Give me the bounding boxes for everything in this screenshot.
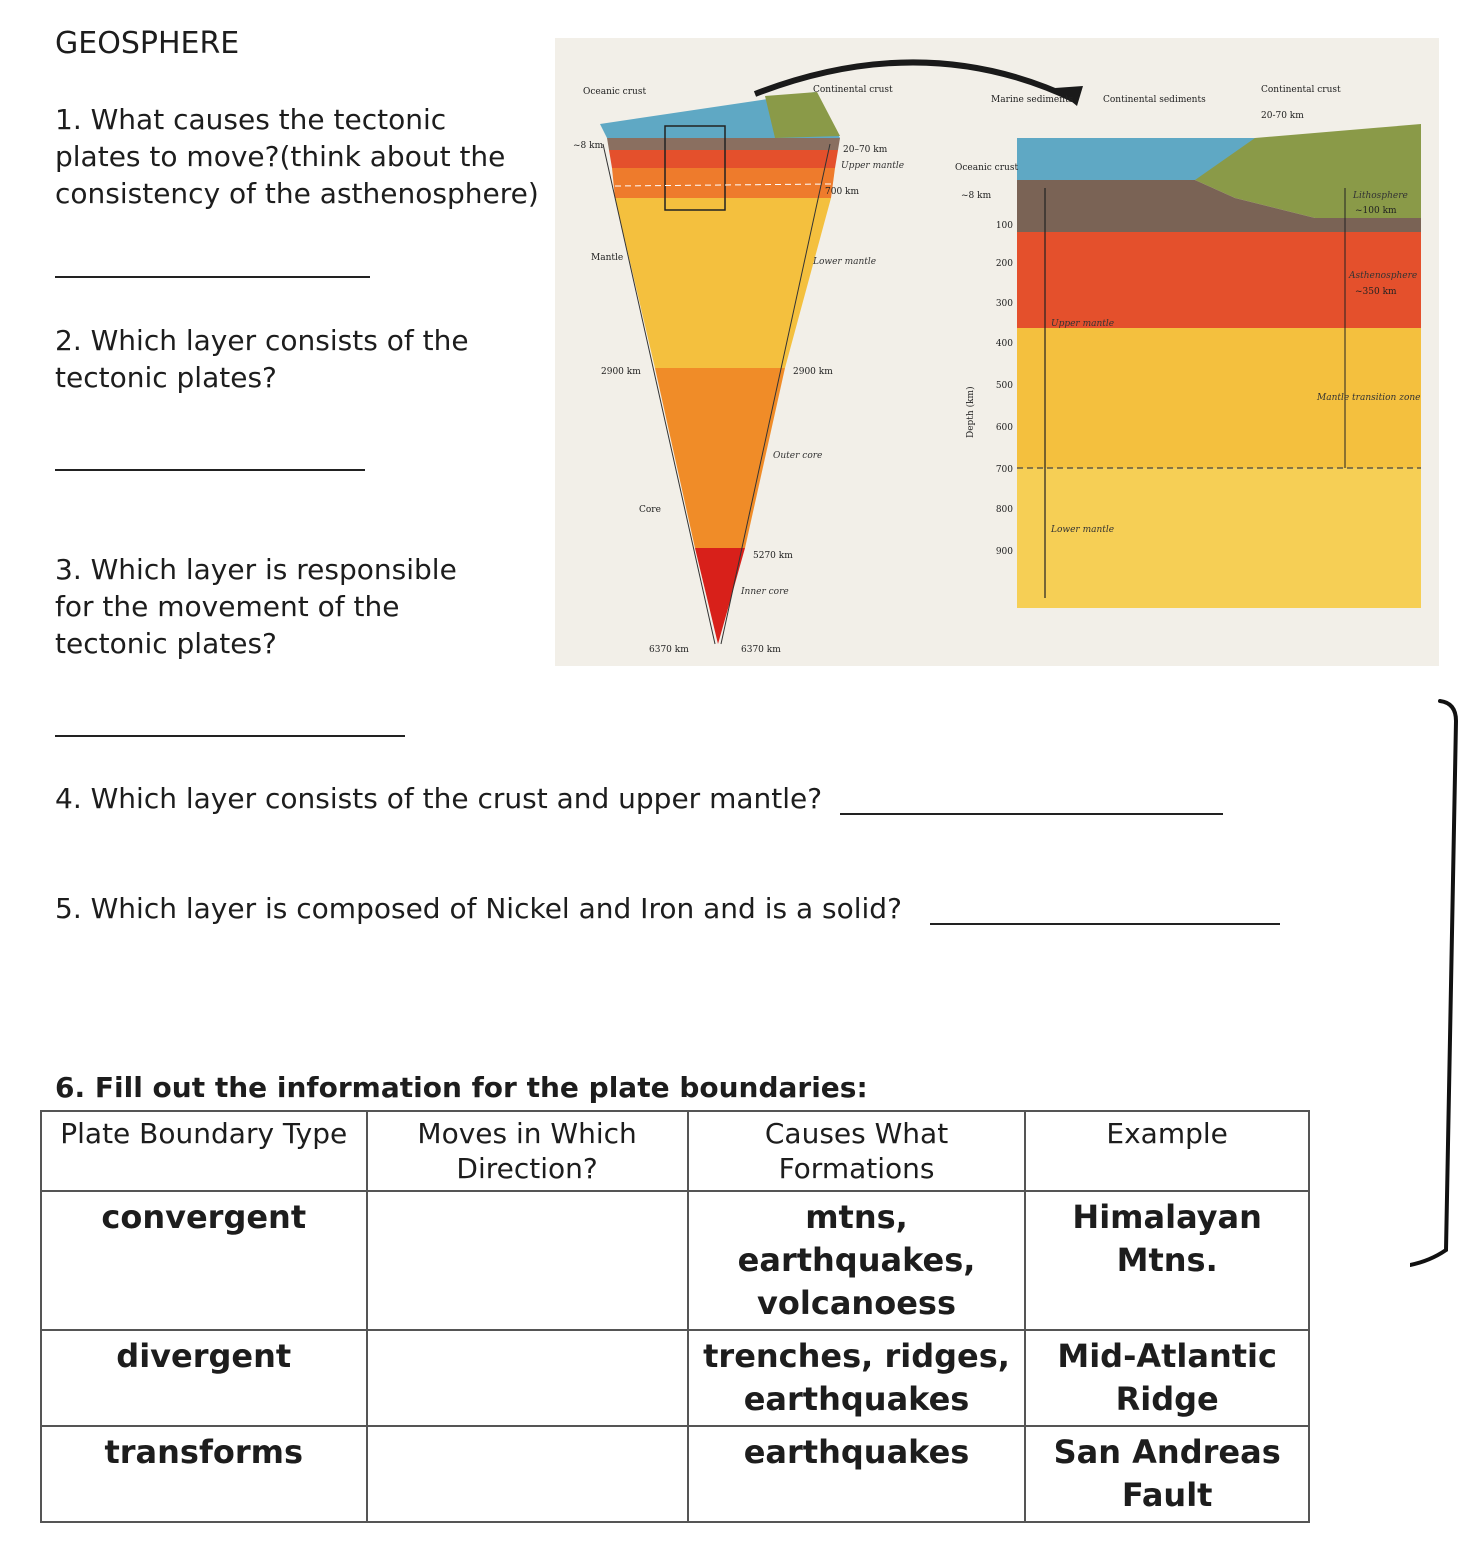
question-4: 4. Which layer consists of the crust and upper mantle?	[55, 782, 823, 815]
earth-layers-illustration	[555, 38, 1439, 666]
cone-upper-mantle-layer	[612, 168, 835, 198]
table-row-divergent	[41, 1330, 1309, 1426]
label-upper-mantle-section: Upper mantle	[1051, 319, 1115, 329]
question-2-line-1: 2. Which layer consists of the	[55, 324, 469, 357]
label-depth-axis: Depth (km)	[966, 386, 976, 438]
cell-example-divergent: Mid-Atlantic Ridge	[1025, 1330, 1309, 1426]
label-asthenosphere: Asthenosphere	[1349, 271, 1418, 281]
label-depth-6370-left: 6370 km	[649, 645, 689, 655]
depth-tick-500: 500	[995, 381, 1013, 391]
label-depth-6370-right: 6370 km	[741, 645, 781, 655]
label-oceanic-crust-section: Oceanic crust	[955, 163, 1019, 173]
table-row-convergent	[41, 1191, 1309, 1330]
label-oceanic-crust: Oceanic crust	[583, 87, 647, 97]
question-1-line-1: 1. What causes the tectonic	[55, 103, 447, 136]
label-continental-sediments: Continental sediments	[1103, 95, 1206, 105]
label-mantle-transition: Mantle transition zone	[1317, 393, 1421, 403]
cell-example-transforms: San Andreas Fault	[1025, 1426, 1309, 1522]
question-3-line-3: tectonic plates?	[55, 627, 277, 660]
cell-example-convergent: Himalayan Mtns.	[1025, 1191, 1309, 1330]
table-header-row	[41, 1111, 1309, 1191]
cell-direction-convergent[interactable]	[367, 1191, 688, 1330]
label-inner-core: Inner core	[741, 587, 789, 597]
label-upper-mantle-cone: Upper mantle	[841, 161, 905, 171]
cell-formations-convergent: mtns, earthquakes, volcanoess	[688, 1191, 1026, 1330]
depth-tick-800: 800	[995, 505, 1013, 515]
label-depth-8: ~8 km	[573, 141, 604, 151]
label-depth-2900-left: 2900 km	[601, 367, 641, 377]
question-1-line-3: consistency of the asthenosphere)	[55, 177, 539, 210]
label-core: Core	[639, 505, 661, 515]
cell-type-divergent: divergent	[41, 1330, 367, 1426]
section-lower-mantle	[1017, 468, 1421, 608]
label-mantle: Mantle	[591, 253, 624, 263]
label-continental-crust-cone: Continental crust	[813, 85, 893, 95]
answer-line-5[interactable]	[930, 923, 1280, 925]
label-depth-20-70: 20–70 km	[843, 145, 888, 155]
question-6: 6. Fill out the information for the plate boundaries:	[55, 1071, 868, 1104]
earth-layers-svg	[555, 38, 1439, 666]
depth-tick-400: 400	[995, 339, 1013, 349]
header-plate-boundary-type: Plate Boundary Type	[41, 1111, 367, 1191]
label-depth-2900-right: 2900 km	[793, 367, 833, 377]
label-continental-crust-section: Continental crust	[1261, 85, 1341, 95]
label-outer-core: Outer core	[773, 451, 823, 461]
depth-tick-200: 200	[995, 259, 1013, 269]
answer-line-1[interactable]	[55, 276, 370, 278]
question-3-line-2: for the movement of the	[55, 590, 400, 623]
question-2-line-2: tectonic plates?	[55, 361, 277, 394]
hand-drawn-bracket	[1410, 695, 1470, 1275]
label-marine-sediments: Marine sediments	[991, 95, 1074, 105]
page-title: GEOSPHERE	[55, 26, 240, 61]
answer-line-4[interactable]	[840, 813, 1223, 815]
depth-tick-600: 600	[995, 423, 1013, 433]
label-lower-mantle-cone: Lower mantle	[813, 257, 877, 267]
label-lithosphere: Lithosphere	[1353, 191, 1408, 201]
depth-tick-700: 700	[995, 465, 1013, 475]
cell-type-transforms: transforms	[41, 1426, 367, 1522]
cell-type-convergent: convergent	[41, 1191, 367, 1330]
label-lithosphere-depth: ~100 km	[1355, 206, 1397, 216]
question-1-line-2: plates to move?(think about the	[55, 140, 506, 173]
cell-direction-transforms[interactable]	[367, 1426, 688, 1522]
answer-line-2[interactable]	[55, 469, 365, 471]
question-1	[55, 101, 539, 212]
plate-boundary-table	[40, 1110, 1310, 1523]
label-depth-5270: 5270 km	[753, 551, 793, 561]
cell-formations-transforms: earthquakes	[688, 1426, 1026, 1522]
question-5: 5. Which layer is composed of Nickel and Iron and is a solid?	[55, 892, 902, 925]
depth-tick-900: 900	[995, 547, 1013, 557]
question-2	[55, 322, 469, 396]
label-lower-mantle-section: Lower mantle	[1051, 525, 1115, 535]
depth-tick-100: 100	[995, 221, 1013, 231]
table-row-transforms	[41, 1426, 1309, 1522]
label-depth-700: 700 km	[825, 187, 860, 197]
header-causes-formations: Causes What Formations	[688, 1111, 1026, 1191]
cone-asthenosphere-layer	[609, 150, 838, 168]
header-moves-direction: Moves in Which Direction?	[367, 1111, 688, 1191]
answer-line-3[interactable]	[55, 735, 405, 737]
label-asthenosphere-depth: ~350 km	[1355, 287, 1397, 297]
depth-tick-300: 300	[995, 299, 1013, 309]
cell-direction-divergent[interactable]	[367, 1330, 688, 1426]
header-example: Example	[1025, 1111, 1309, 1191]
cell-formations-divergent: trenches, ridges, earthquakes	[688, 1330, 1026, 1426]
question-3	[55, 551, 457, 662]
label-continental-crust-depth: 20-70 km	[1261, 111, 1304, 121]
label-oceanic-crust-depth: ~8 km	[961, 191, 992, 201]
cone-crust-layer	[607, 138, 840, 150]
question-3-line-1: 3. Which layer is responsible	[55, 553, 457, 586]
